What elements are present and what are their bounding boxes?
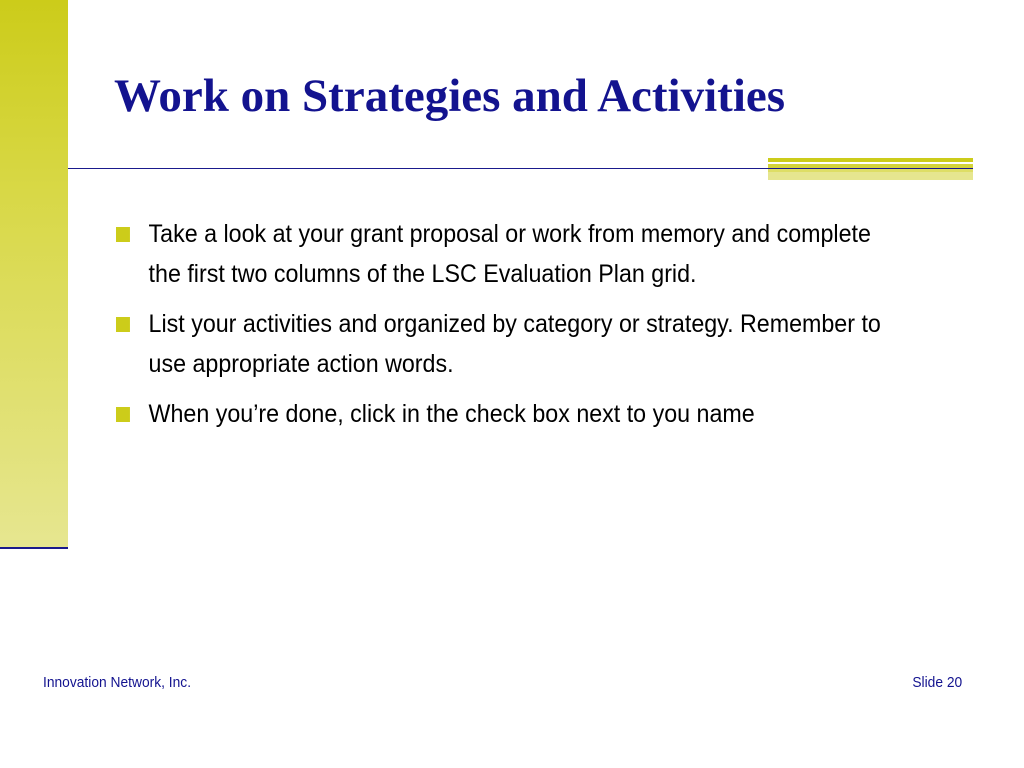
side-bar-underline xyxy=(0,547,68,549)
bullet-list xyxy=(116,214,956,444)
bullet-item xyxy=(116,304,897,384)
side-accent-bar xyxy=(0,0,68,548)
footer-organization: Innovation Network, Inc. xyxy=(43,674,192,691)
bullet-item xyxy=(116,214,897,294)
bullet-text: List your activities and organized by category or strategy. Remember to use appropriate action words. xyxy=(148,310,881,378)
bullet-item xyxy=(116,394,897,434)
bullet-text: When you’re done, click in the check box next to you name xyxy=(148,400,755,428)
square-bullet-icon xyxy=(116,317,130,332)
square-bullet-icon xyxy=(116,407,130,422)
slide-number: Slide 20 xyxy=(912,674,962,691)
square-bullet-icon xyxy=(116,227,130,242)
bullet-text: Take a look at your grant proposal or work from memory and complete the first two columns of the LSC Evaluation Plan grid. xyxy=(148,220,871,288)
slide-title: Work on Strategies and Activities xyxy=(114,70,786,122)
accent-stripe xyxy=(768,158,973,180)
